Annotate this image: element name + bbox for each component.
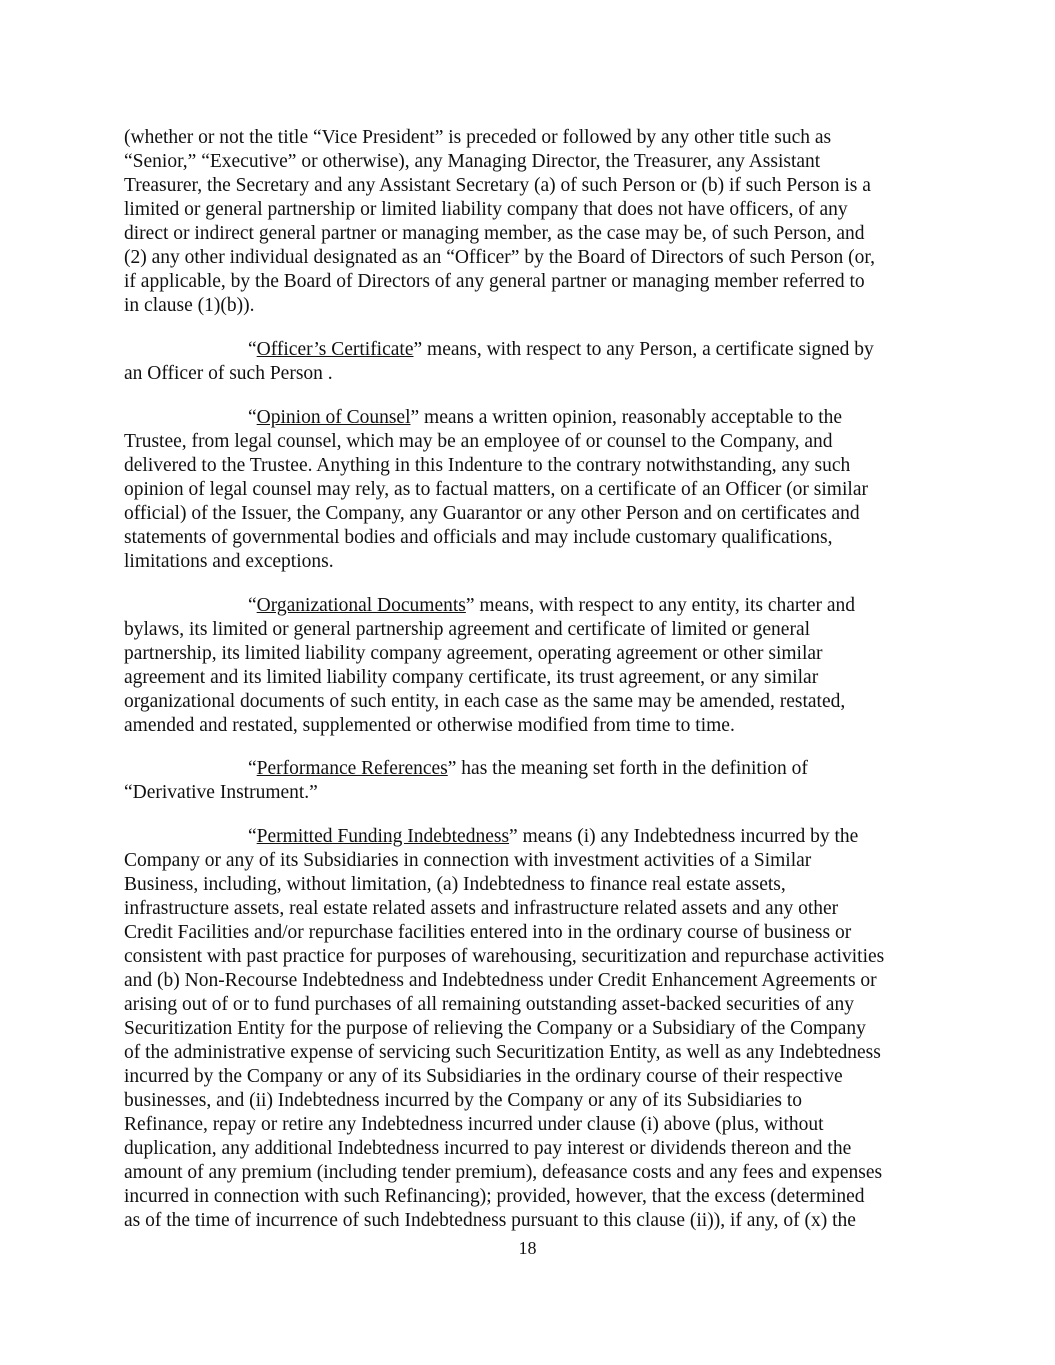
- definition-lead-text: ” means a written opinion, reasonably acceptable to the: [410, 407, 843, 428]
- text-line: statements of governmental bodies and officials and may include customary qualifications,: [124, 527, 833, 548]
- text-line: “Derivative Instrument.”: [124, 782, 318, 803]
- text-line: Trustee, from legal counsel, which may be an employee of or counsel to the Company, and: [124, 431, 833, 452]
- defined-term: Performance References: [256, 758, 448, 779]
- text-line: Company or any of its Subsidiaries in connection with investment activities of a Similar: [124, 850, 812, 871]
- definition-first-line: [248, 406, 842, 430]
- text-line: Business, including, without limitation, (a) Indebtedness to finance real estate assets,: [124, 874, 786, 895]
- defined-term: Officer’s Certificate: [256, 339, 414, 360]
- text-line: official) of the Issuer, the Company, any Guarantor or any other Person and on certificates and: [124, 503, 860, 524]
- text-line: organizational documents of such entity, in each case as the same may be amended, restated,: [124, 691, 846, 712]
- text-line: Treasurer, the Secretary and any Assistant Secretary (a) of such Person or (b) if such Person is a: [124, 175, 871, 196]
- defined-term: Organizational Documents: [256, 595, 466, 616]
- text-line: arising out of or to fund purchases of all remaining outstanding asset-backed securities of any: [124, 994, 854, 1015]
- open-quote: “: [248, 826, 257, 847]
- definition-first-line: [248, 594, 855, 618]
- definition-first-line: [248, 338, 874, 362]
- text-line: Refinance, repay or retire any Indebtedness incurred under clause (i) above (plus, without: [124, 1114, 824, 1135]
- text-line: as of the time of incurrence of such Indebtedness pursuant to this clause (ii)), if any, of (x) the: [124, 1210, 856, 1231]
- definition-lead-text: ” means, with respect to any entity, its charter and: [465, 595, 856, 616]
- text-line: duplication, any additional Indebtedness incurred to pay interest or dividends thereon and the: [124, 1138, 852, 1159]
- open-quote: “: [248, 758, 257, 779]
- text-line: (whether or not the title “Vice President” is preceded or followed by any other title such as: [124, 127, 832, 148]
- text-line: and (b) Non-Recourse Indebtedness and Indebtedness under Credit Enhancement Agreements or: [124, 970, 877, 991]
- definition-lead-text: ” has the meaning set forth in the definition of: [447, 758, 808, 779]
- text-line: Securitization Entity for the purpose of relieving the Company or a Subsidiary of the Company: [124, 1018, 866, 1039]
- text-line: partnership, its limited liability company agreement, operating agreement or other similar: [124, 643, 823, 664]
- text-line: opinion of legal counsel may rely, as to factual matters, on a certificate of an Officer (or similar: [124, 479, 868, 500]
- text-line: an Officer of such Person .: [124, 363, 333, 384]
- text-line: direct or indirect general partner or managing member, as the case may be, of such Person, and: [124, 223, 865, 244]
- text-line: in clause (1)(b)).: [124, 295, 255, 316]
- defined-term: Permitted Funding Indebtedness: [256, 826, 510, 847]
- text-line: amended and restated, supplemented or otherwise modified from time to time.: [124, 715, 735, 736]
- text-line: of the administrative expense of servicing such Securitization Entity, as well as any Indebtedness: [124, 1042, 881, 1063]
- open-quote: “: [248, 407, 257, 428]
- text-line: agreement and its limited liability company certificate, its trust agreement, or any similar: [124, 667, 819, 688]
- text-line: incurred by the Company or any of its Subsidiaries in the ordinary course of their respective: [124, 1066, 843, 1087]
- definition-lead-text: ” means (i) any Indebtedness incurred by the: [509, 826, 859, 847]
- definition-first-line: [248, 757, 808, 781]
- text-line: (2) any other individual designated as an “Officer” by the Board of Directors of such Person (or,: [124, 247, 875, 268]
- text-line: infrastructure assets, real estate related assets and infrastructure related assets and any other: [124, 898, 839, 919]
- text-line: incurred in connection with such Refinancing); provided, however, that the excess (determined: [124, 1186, 865, 1207]
- open-quote: “: [248, 595, 257, 616]
- text-line: limitations and exceptions.: [124, 551, 334, 572]
- text-line: bylaws, its limited or general partnership agreement and certificate of limited or general: [124, 619, 811, 640]
- defined-term: Opinion of Counsel: [256, 407, 411, 428]
- text-line: “Senior,” “Executive” or otherwise), any Managing Director, the Treasurer, any Assistant: [124, 151, 821, 172]
- text-line: delivered to the Trustee. Anything in this Indenture to the contrary notwithstanding, any such: [124, 455, 851, 476]
- text-line: if applicable, by the Board of Directors of any general partner or managing member referred to: [124, 271, 865, 292]
- page-number: 18: [518, 1238, 537, 1258]
- text-line: amount of any premium (including tender premium), defeasance costs and any fees and expenses: [124, 1162, 883, 1183]
- text-line: limited or general partnership or limited liability company that does not have officers, of any: [124, 199, 848, 220]
- text-line: Credit Facilities and/or repurchase facilities entered into in the ordinary course of business or: [124, 922, 852, 943]
- text-line: consistent with past practice for purposes of warehousing, securitization and repurchase activities: [124, 946, 885, 967]
- definition-lead-text: ” means, with respect to any Person, a certificate signed by: [413, 339, 874, 360]
- open-quote: “: [248, 339, 257, 360]
- definition-first-line: [248, 825, 858, 849]
- text-line: businesses, and (ii) Indebtedness incurred by the Company or any of its Subsidiaries to: [124, 1090, 803, 1111]
